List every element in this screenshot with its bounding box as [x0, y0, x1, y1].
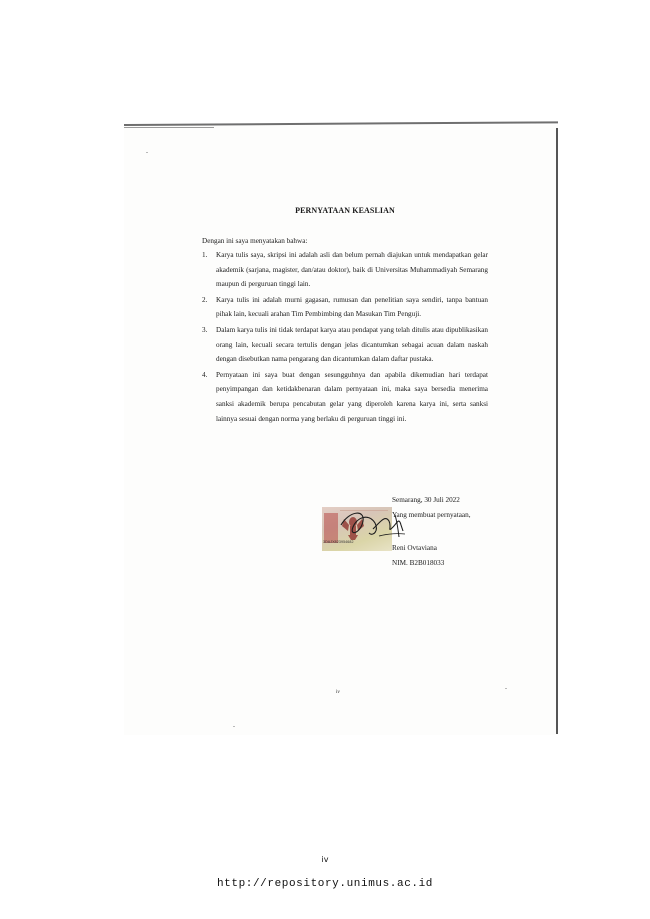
item-text: Dalam karya tulis ini tidak terdapat karya atau pendapat yang telah ditulis atau dipublikasikan orang lain, kecuali secara tertulis dengan jelas dicantumkan sebagai acuan dalam naskah dengan disebutkan nama pengarang dan dicantumkan dalam daftar pustaka. [216, 325, 488, 364]
scan-speck [505, 688, 507, 689]
item-number: 1. [202, 251, 208, 259]
signer-nim: NIM. B2B018033 [392, 559, 445, 568]
item-number: 3. [202, 325, 208, 334]
item-text: Karya tulis ini adalah murni gagasan, rumusan dan penelitian saya sendiri, tanpa bantuan pihak lain, kecuali arahan Tim Pembimbing dan Masukan Tim Penguji. [216, 295, 488, 319]
signature-block [392, 493, 471, 571]
list-item [202, 326, 488, 367]
scan-speck [146, 152, 148, 153]
signer-role: Yang membuat pernyataan, [392, 510, 471, 519]
scanned-page-number: iv [336, 690, 340, 695]
scan-edge-top-shadow [124, 127, 214, 128]
stamp-serial: 3DAJX823954682 [323, 540, 354, 544]
signer-name: Reni Ovtaviana [392, 544, 437, 553]
list-item [202, 296, 488, 322]
item-number: 2. [202, 295, 208, 304]
list-item [202, 251, 488, 292]
repository-url: http://repository.unimus.ac.id [216, 878, 434, 890]
item-number: 4. [202, 370, 208, 379]
item-text: Karya tulis saya, skripsi ini adalah asli dan belum pernah diajukan untuk mendapatkan gelar akademik (sarjana, magister, dan/atau doktor), baik di Universitas Muhammadiyah Semarang maupun di perguruan tinggi lain. [216, 251, 488, 289]
statement-list [202, 251, 488, 430]
place-date: Semarang, 30 Juli 2022 [392, 496, 460, 504]
intro-text: Dengan ini saya menyatakan bahwa: [202, 237, 308, 245]
scan-edge-right [556, 128, 558, 734]
item-text: Pernyataan ini saya buat dengan sesungguhnya dan apabila dikemudian hari terdapat penyimpangan dan ketidakbenaran dalam pernyataan ini, maka saya bersedia menerima sanksi akademik berupa pencabutan gelar yang diperoleh karena karya ini, serta sanksi lainnya sesuai dengan norma yang berlaku di perguruan tinggi ini. [216, 370, 488, 423]
page-number: iv [321, 855, 329, 864]
document-title: PERNYATAAN KEASLIAN [295, 206, 395, 215]
list-item [202, 371, 488, 426]
scan-speck [233, 726, 235, 727]
